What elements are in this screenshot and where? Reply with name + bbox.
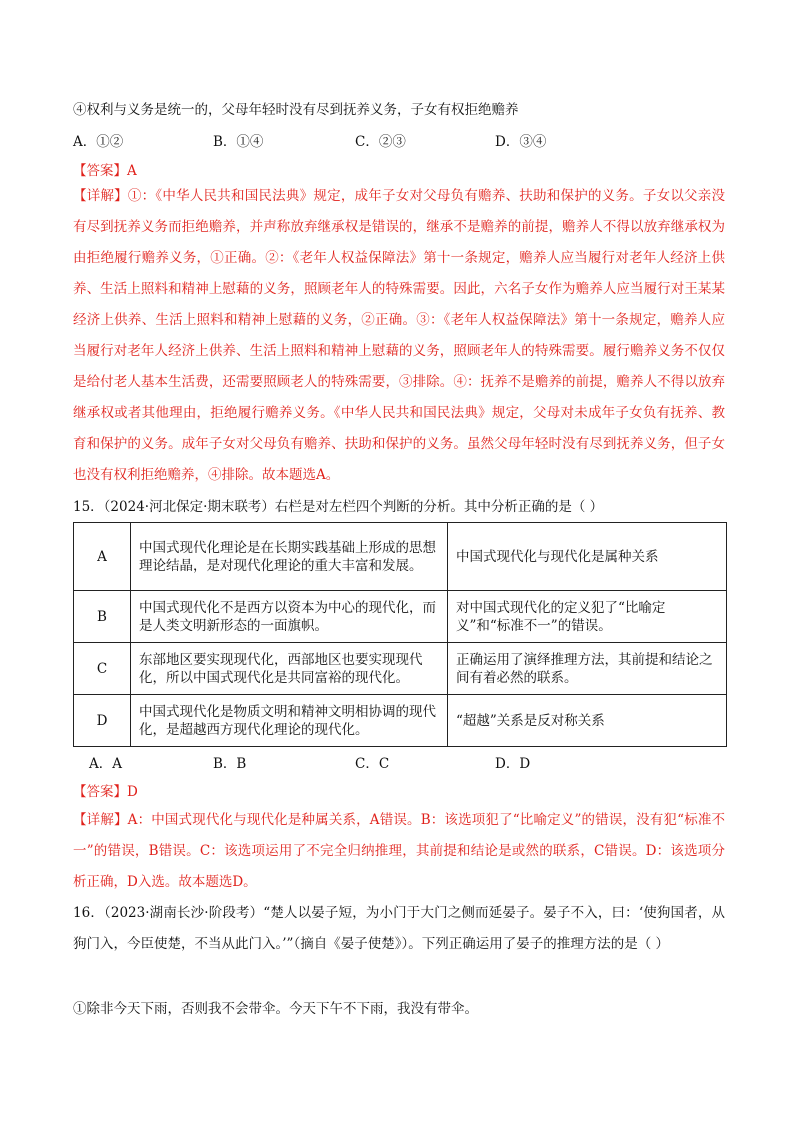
detail-text: ①：《中华人民共和国民法典》规定，成年子女对父母负有赡养、扶助和保护的义务。子女以父亲没有尽到抚养义务而拒绝赡养，并声称放弃继承权是错误的，继承不是赡养的前提，赡养人不得以放弃继承权为由拒绝履行赡养义务，①正确。②：《老年人权益保障法》第十一条规定，赡养人应当履行对老年人经济上供养、生活上照料和精神上慰藉的义务，照顾老年人的特殊需要。因此，六名子女作为赡养人应当履行对王某某经济上供养、生活上照料和精神上慰藉的义务，②正确。③：《老年人权益保障法》第十一条规定，赡养人应当履行对老年人经济上供养、生活上照料和精神上慰藉的义务，照顾老年人的特殊需要。履行赡养义务不仅仅是给付老人基本生活费，还需要照顾老人的特殊需要，③排除。④：抚养不是赡养的前提，赡养人不得以放弃继承权或者其他理由，拒绝履行赡养义务。《中华人民共和国民法典》规定，父母对未成年子女负有抚养、教育和保护的义务。成年子女对父母负有赡养、扶助和保护的义务。虽然父母年轻时没有尽到抚养义务，但子女也没有权利拒绝赡养，④排除。故本题选A。 xyxy=(73,188,726,483)
row-label: D xyxy=(74,695,131,747)
table-row xyxy=(74,523,727,591)
q14-explanation xyxy=(73,181,725,491)
row-label: B xyxy=(74,591,131,643)
answer-value: A xyxy=(127,163,137,179)
q14-options xyxy=(73,130,713,150)
q15-option-d: D．D xyxy=(495,756,531,772)
table-row xyxy=(74,591,727,643)
q14-option-d: D．③④ xyxy=(495,134,547,150)
judgment-cell: 东部地区要实现现代化，西部地区也要实现现代化，所以中国式现代化是共同富裕的现代化。 xyxy=(131,643,448,695)
analysis-cell: “超越”关系是反对称关系 xyxy=(448,695,727,747)
q15-explanation xyxy=(73,805,725,898)
q15-answer xyxy=(73,782,138,802)
q14-item-4: ④权利与义务是统一的，父母年轻时没有尽到抚养义务，子女有权拒绝赡养 xyxy=(73,102,519,118)
row-label: C xyxy=(74,643,131,695)
detail-text: A：中国式现代化与现代化是种属关系，A错误。B：该选项犯了“比喻定义”的错误，没有犯“标准不一”的错误，B错误。C：该选项运用了不完全归纳推理，其前提和结论是或然的联系，C错误。D：该选项分析正确，D入选。故本题选D。 xyxy=(73,812,726,890)
q14-answer xyxy=(73,161,137,181)
q15-option-a: A．A xyxy=(89,756,122,772)
q16-stem: 16．（2023·湖南长沙·阶段考）“楚人以晏子短，为小门于大门之侧而延晏子。晏子不入，曰：‘使狗国者，从狗门入，今臣使楚，不当从此门入。’”（摘自《晏子使楚》）。下列正确运用了晏子的推理方法的是（ ） xyxy=(73,905,725,952)
answer-label: 【答案】 xyxy=(73,784,127,800)
q14-option-a: A．①② xyxy=(73,134,124,150)
q15-stem: 15．（2024·河北保定·期末联考）右栏是对左栏四个判断的分析。其中分析正确的是（ ） xyxy=(73,499,604,515)
analysis-cell: 对中国式现代化的定义犯了“比喻定义”和“标准不一”的错误。 xyxy=(448,591,727,643)
table-row xyxy=(74,695,727,747)
detail-label: 【详解】 xyxy=(73,812,128,828)
row-label: A xyxy=(74,523,131,591)
q15-option-b: B．B xyxy=(213,756,247,772)
analysis-cell: 正确运用了演绎推理方法，其前提和结论之间有着必然的联系。 xyxy=(448,643,727,695)
q14-option-b: B．①④ xyxy=(213,134,264,150)
judgment-cell: 中国式现代化不是西方以资本为中心的现代化，而是人类文明新形态的一面旗帜。 xyxy=(131,591,448,643)
q15-table xyxy=(73,522,727,747)
detail-label: 【详解】 xyxy=(73,188,128,204)
analysis-cell: 中国式现代化与现代化是属种关系 xyxy=(448,523,727,591)
judgment-cell: 中国式现代化是物质文明和精神文明相协调的现代化，是超越西方现代化理论的现代化。 xyxy=(131,695,448,747)
q14-option-c: C．②③ xyxy=(355,134,406,150)
table-row xyxy=(74,643,727,695)
answer-label: 【答案】 xyxy=(73,163,127,179)
judgment-cell: 中国式现代化理论是在长期实践基础上形成的思想理论结晶，是对现代化理论的重大丰富和发展。 xyxy=(131,523,448,591)
q15-options xyxy=(73,752,713,772)
answer-value: D xyxy=(127,784,138,800)
q16-item-1: ①除非今天下雨，否则我不会带伞。今天下午不下雨，我没有带伞。 xyxy=(73,1001,478,1017)
q15-option-c: C．C xyxy=(355,756,390,772)
